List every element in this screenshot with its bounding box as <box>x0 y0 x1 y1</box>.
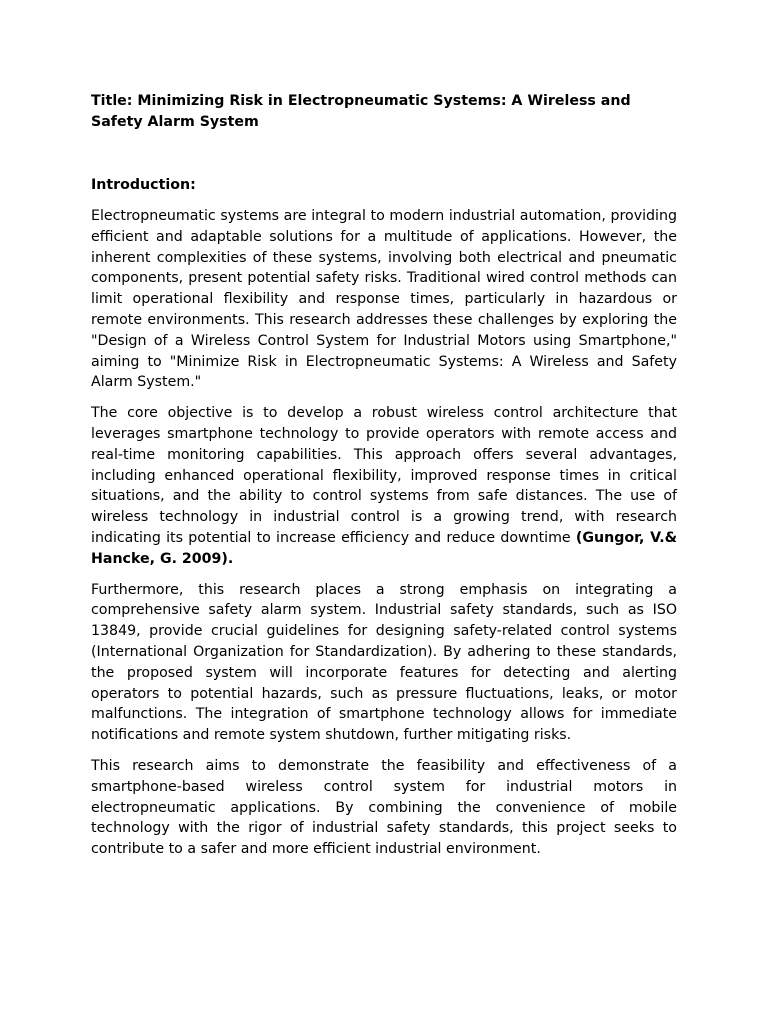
paragraph-4 <box>91 756 677 860</box>
paragraph-3 <box>91 580 677 746</box>
paragraph-3-text: Furthermore, this research places a strong emphasis on integrating a comprehensive safety alarm system. Industrial safety standards, such as ISO 13849, provide crucial guidelines for designing safety-related control systems (International Organization for Standardization). By adhering to these standards, the proposed system will incorporate features for detecting and alerting operators to potential hazards, such as pressure fluctuations, leaks, or motor malfunctions. The integration of smartphone technology allows for immediate notifications and remote system shutdown, further mitigating risks. <box>91 581 677 744</box>
paragraph-1-text: Electropneumatic systems are integral to modern industrial automation, providing efficient and adaptable solutions for a multitude of applications. However, the inherent complexities of these systems, involving both electrical and pneumatic components, present potential safety risks. Traditional wired control methods can limit operational flexibility and response times, particularly in hazardous or remote environments. This research addresses these challenges by exploring the "Design of a Wireless Control System for Industrial Motors using Smartphone," aiming to "Minimize Risk in Electropneumatic Systems: A Wireless and Safety Alarm System." <box>91 208 677 391</box>
document-title: Title: Minimizing Risk in Electropneumatic Systems: A Wireless and Safety Alarm System <box>91 93 631 130</box>
document-body <box>91 91 677 870</box>
section-heading-introduction: Introduction: <box>91 177 196 193</box>
citation: (Gungor, V.& Hancke, G. 2009). <box>91 529 677 567</box>
paragraph-4-text: This research aims to demonstrate the feasibility and effectiveness of a smartphone-based wireless control system for industrial motors in electropneumatic applications. By combining the convenience of mobile technology with the rigor of industrial safety standards, this project seeks to contribute to a safer and more efficient industrial environment. <box>91 757 677 858</box>
paragraph-1 <box>91 206 677 393</box>
paragraph-2-text: The core objective is to develop a robust wireless control architecture that leverages smartphone technology to provide operators with remote access and real-time monitoring capabilities. This approach offers several advantages, including enhanced operational flexibility, improved response times in critical situations, and the ability to control systems from safe distances. The use of wireless technology in industrial control is a growing trend, with research indicating its potential to increase efficiency and reduce downtime <box>91 405 677 546</box>
paragraph-2 <box>91 403 677 569</box>
